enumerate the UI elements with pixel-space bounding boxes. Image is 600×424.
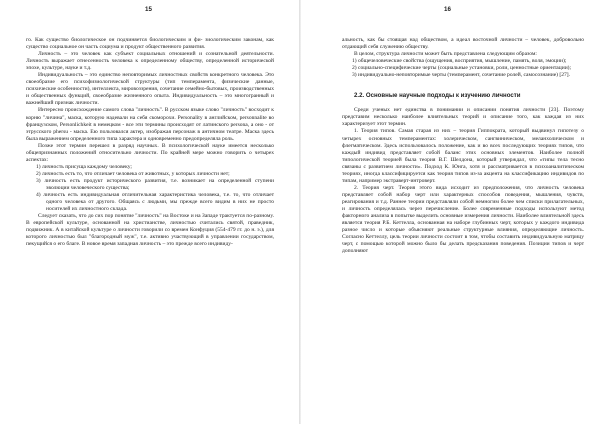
- paragraph-continued: го. Как существо биологическое он подчиняется биологическим и фи- зиологическим законам, как существо социальное он часть социума и продукт общественного развития.: [26, 37, 274, 51]
- aspect-list: [26, 164, 274, 213]
- list-item: 4) личность есть индивидуальная отличительная характеристика человека, т.е. то, что отличает одного человека от другого. Общаясь с людьми, мы прежде всего видим в них не просто носителей их личностного склада.: [36, 192, 274, 213]
- page-number: 15: [145, 6, 152, 13]
- paragraph-continued: альность, как бы стоящая над обществом, а идеал восточной личности – человек, добровольно отдающий себя служению обществу.: [342, 37, 584, 51]
- structure-list: [342, 58, 584, 79]
- page-body: [342, 37, 584, 255]
- paragraph: Следует сказать, что до сих пор понятие "личность" на Востоке и на Западе трактуется по-разному. В европейской культуре, основанной на христианстве, личностью считались святой, праведник, подвижник. А в китайской культуре о личности говорили со времен Конфуция (554-479 гг. до н. э.), для которого личностью был "благородный муж", т.е. активно участвующий в управлении государством, пекущийся о его благе. В новое время западная личность – это прежде всего индивиду-: [26, 213, 274, 248]
- paragraph: Интересно происхождение самого слова "личность". В русском языке слово "личность" восходит к корню "личина", маска, которую надевали на себя скоморохи. Personality в английском, personnalite во французском, Personlichkeit в немецком - все эти термины происходят от латинского persona, а оно - от этрусского phersu - маска. Ею пользовался актер, изображая персонаж в античном театре. Маска здесь была выражением определенного типа характера и одновременно предопределяла роль.: [26, 107, 274, 142]
- paragraph: Среди ученых нет единства в понимании и описании понятия личности [23]. Поэтому представим несколько наиболее влиятельных теорий и описание того, как каждая из них характеризует этот термин.: [342, 107, 584, 128]
- list-item: 3) личность есть продукт исторического развития, т.е. возникает на определенной ступени эволюции человеческого существа;: [36, 177, 274, 191]
- list-item: 3) индивидуально-неповторимые черты (темперамент, сочетание ролей, самосознание) [27].: [352, 72, 571, 79]
- paragraph: 2. Теория черт. Теория этого вида исходит из предположения, что личность человека представляет собой набор черт или характерных способов поведения, мышления, чувств, реагирования и т.д. Раннее теории представляли собой немногим более чем списки прилагательных, и личность определялась через перечисление. Более современные подходы используют метод факторного анализа в попытке выделить основные измерения личности. Наиболее влиятельной здесь является теория Р.Б. Кеттелла, основанная на наборе глубинных черт, которых у каждого индивида разное число и которые объясняют реальные структурные влияния, определяющие личность. Согласно Кеттеллу, цель теории личности состоит в том, чтобы составить индивидуальную матрицу черт, с помощью которой можно было бы делать предсказания поведения. Позиции типов и черт дополняют: [342, 184, 584, 255]
- list-item: 2) личность есть то, что отличает человека от животных, у которых личности нет;: [36, 170, 230, 177]
- page-number: 16: [444, 6, 451, 13]
- paragraph: Личность – это человек как субъект социальных отношений и сознательной деятельности. Личность выражает отнесенность человека к определенному обществу, определенной исторической эпохе, культуре, науке и т.д.: [26, 51, 274, 72]
- list-item: 1) личность присуща каждому человеку;: [36, 163, 132, 170]
- paragraph: Позже этот термин перешел в разряд научных. В психологической науке имеется несколько общепризнанных положений относительно личности. По крайней мере можно говорить о четырех аспектах:: [26, 142, 274, 163]
- list-item: 1) общечеловеческие свойства (ощущения, восприятия, мышление, память, воля, эмоции);: [352, 58, 567, 65]
- section-heading: 2.2. Основные научные подходы к изучению личности: [354, 92, 521, 100]
- paragraph: 1. Теория типов. Самая старая из них – теория Гиппократа, который выдвинул гипотезу о четырех основных темпераментах: холерическом, сангвиническом, меланхолическом и флегматическом. Здесь использовалось положение, как и во всех последующих теориях типов, что каждый индивид представляет собой баланс этих основных элементов. Наиболее полной типологической теорией была теория В.Г. Шелдона, который утверждал, что «типы тела тесно связаны с развитием личности». Подход К. Юнга, хотя и рассматривается в психоаналитическом теориях, иногда классифицируется как теория типов из-за акцента на классификацию индивидов по типам, например экстраверт-интроверт.: [342, 128, 584, 184]
- spacer: [342, 79, 584, 86]
- right-page: [300, 0, 600, 424]
- paragraph: Индивидуальность – это единство неповторимых личностных свойств конкретного человека. Это своеобразие его психофизиологической структуры (тип темперамента, физические данные, психические особенности), интеллекта, мировоззрения, сочетание семейно-бытовых, производственных и общественных функций, своеобразие жизненного опыта. Индивидуальность – это многогранный и важнейший признак личности.: [26, 72, 274, 107]
- paragraph: В целом, структура личности может быть представлена следующим образом:: [354, 51, 537, 58]
- list-item: 2) социально-специфические черты (социальные установки, роли, ценностные ориентации);: [352, 65, 572, 72]
- page-body: [26, 37, 274, 248]
